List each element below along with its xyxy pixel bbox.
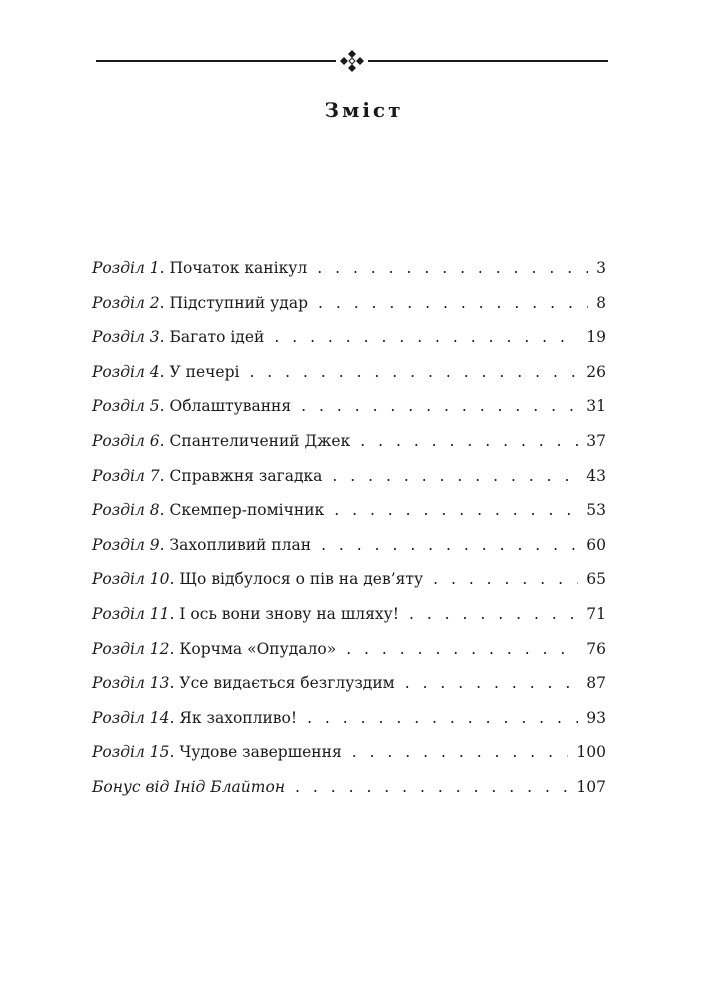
- toc-page-number: 8: [596, 293, 606, 312]
- toc-chapter-number: Розділ 11: [92, 604, 170, 623]
- toc-entry: [92, 397, 606, 432]
- toc-entry-label: [92, 743, 342, 761]
- toc-entry: [92, 570, 606, 605]
- toc-entry: [92, 294, 606, 329]
- toc-separator: .: [159, 501, 170, 520]
- toc-entry-label: [92, 501, 324, 519]
- toc-page-number: 71: [586, 604, 606, 623]
- toc-separator: .: [159, 328, 170, 347]
- toc-entry-label: [92, 432, 350, 450]
- toc-entry-label: [92, 640, 336, 658]
- toc-leader-dots: [321, 536, 578, 554]
- toc-leader-dots: [360, 432, 578, 450]
- toc-chapter-number: Розділ 15: [92, 743, 170, 762]
- toc-separator: .: [169, 639, 180, 658]
- toc-leader-dots: [249, 363, 578, 381]
- toc-entry-label: [92, 709, 297, 727]
- toc-page-number: 93: [586, 708, 606, 727]
- toc-chapter-number: Розділ 10: [92, 570, 170, 589]
- toc-chapter-number: Розділ 6: [92, 431, 160, 450]
- toc-separator: .: [159, 466, 170, 485]
- toc-leader-dots: [274, 328, 578, 346]
- toc-entry-label: [92, 328, 264, 346]
- toc-chapter-number: Розділ 7: [92, 466, 160, 485]
- toc-chapter-number: Розділ 4: [92, 362, 160, 381]
- toc-chapter-number: Розділ 3: [92, 328, 160, 347]
- toc-leader-dots: [295, 778, 568, 796]
- toc-chapter-title: Багато ідей: [169, 328, 265, 347]
- toc-entry-label: [92, 259, 307, 277]
- toc-page-number: 43: [586, 466, 606, 485]
- toc-entry: [92, 467, 606, 502]
- rule-line-left: [96, 60, 336, 62]
- toc-entry-label: [92, 605, 399, 623]
- table-of-contents: [92, 259, 606, 813]
- toc-leader-dots: [433, 570, 578, 588]
- toc-page-number: 87: [586, 674, 606, 693]
- toc-entry: [92, 432, 606, 467]
- toc-chapter-title: Скемпер-помічник: [169, 501, 325, 520]
- toc-separator: .: [159, 397, 170, 416]
- toc-entry: [92, 778, 606, 813]
- toc-entry-label: [92, 778, 285, 796]
- toc-chapter-title: Що відбулося о пів на дев’яту: [179, 570, 424, 589]
- toc-leader-dots: [334, 501, 578, 519]
- toc-chapter-title: Усе видається безглуздим: [179, 674, 395, 693]
- toc-page-number: 31: [586, 397, 606, 416]
- toc-page-number: 100: [576, 743, 606, 762]
- toc-separator: .: [159, 535, 170, 554]
- toc-chapter-title: Як захопливо!: [179, 708, 298, 727]
- toc-leader-dots: [318, 294, 588, 312]
- toc-entry-label: [92, 397, 291, 415]
- toc-chapter-title: У печері: [169, 362, 240, 381]
- toc-entry: [92, 536, 606, 571]
- toc-separator: .: [169, 570, 180, 589]
- toc-chapter-title: Чудове завершення: [179, 743, 342, 762]
- toc-separator: .: [169, 674, 180, 693]
- toc-leader-dots: [409, 605, 578, 623]
- toc-chapter-title: Захопливий план: [169, 535, 312, 554]
- toc-leader-dots: [346, 640, 578, 658]
- toc-chapter-title: Корчма «Опудало»: [179, 639, 337, 658]
- toc-entry: [92, 674, 606, 709]
- toc-page-number: 3: [596, 259, 606, 277]
- toc-chapter-number: Розділ 8: [92, 501, 160, 520]
- toc-entry: [92, 743, 606, 778]
- toc-page-number: 76: [586, 639, 606, 658]
- toc-separator: .: [159, 293, 170, 312]
- toc-page-number: 60: [586, 535, 606, 554]
- toc-entry: [92, 328, 606, 363]
- toc-chapter-title: Підступний удар: [169, 293, 308, 312]
- toc-leader-dots: [301, 397, 578, 415]
- toc-entry: [92, 640, 606, 675]
- toc-entry-label: [92, 570, 423, 588]
- toc-leader-dots: [405, 674, 579, 692]
- toc-page-number: 37: [586, 431, 606, 450]
- toc-entry: [92, 363, 606, 398]
- toc-page-number: 19: [586, 328, 606, 347]
- page-title: Зміст: [324, 98, 404, 122]
- toc-entry: [92, 259, 606, 294]
- toc-chapter-title: Справжня загадка: [169, 466, 323, 485]
- toc-separator: .: [169, 743, 180, 762]
- diamond-cluster-icon: [339, 49, 365, 73]
- toc-entry: [92, 501, 606, 536]
- toc-separator: .: [159, 362, 170, 381]
- toc-entry-label: [92, 363, 239, 381]
- toc-chapter-number: Розділ 14: [92, 708, 170, 727]
- rule-line-right: [368, 60, 608, 62]
- toc-leader-dots: [332, 467, 578, 485]
- toc-chapter-number: Розділ 12: [92, 639, 170, 658]
- toc-leader-dots: [317, 259, 588, 277]
- toc-chapter-number: Бонус від Інід Блайтон: [92, 777, 286, 796]
- toc-leader-dots: [307, 709, 578, 727]
- toc-entry: [92, 605, 606, 640]
- toc-chapter-number: Розділ 1: [92, 259, 160, 277]
- toc-chapter-title: Облаштування: [169, 397, 292, 416]
- toc-page-number: 53: [586, 501, 606, 520]
- toc-chapter-number: Розділ 13: [92, 674, 170, 693]
- toc-separator: .: [169, 708, 180, 727]
- toc-entry-label: [92, 674, 395, 692]
- toc-entry-label: [92, 294, 308, 312]
- toc-separator: .: [159, 259, 170, 277]
- toc-chapter-number: Розділ 2: [92, 293, 160, 312]
- toc-page-number: 65: [586, 570, 606, 589]
- toc-separator: .: [169, 604, 180, 623]
- toc-entry: [92, 709, 606, 744]
- toc-chapter-title: Спантеличений Джек: [169, 431, 351, 450]
- toc-page-number: 26: [586, 362, 606, 381]
- toc-chapter-title: Початок канікул: [169, 259, 308, 277]
- toc-chapter-number: Розділ 5: [92, 397, 160, 416]
- toc-chapter-title: І ось вони знову на шляху!: [179, 604, 399, 623]
- header-ornament-rule: [96, 49, 608, 73]
- toc-entry-label: [92, 467, 322, 485]
- toc-leader-dots: [352, 743, 569, 761]
- toc-separator: .: [159, 431, 170, 450]
- toc-chapter-number: Розділ 9: [92, 535, 160, 554]
- toc-entry-label: [92, 536, 311, 554]
- toc-page-number: 107: [576, 777, 606, 796]
